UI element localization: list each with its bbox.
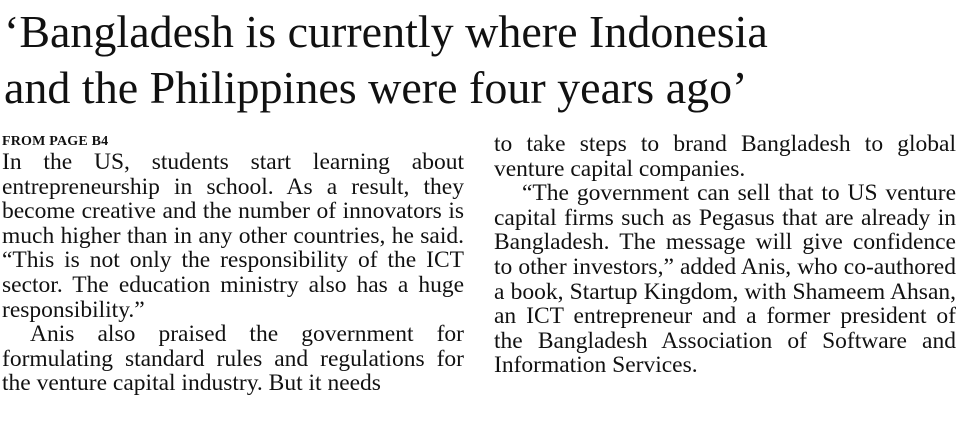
headline — [4, 4, 954, 116]
article-column-right — [494, 132, 956, 378]
headline-line-2: and the Philippines were four years ago’ — [4, 62, 748, 113]
paragraph-1: In the US, students start learning about entrepreneurship in school. As a result, they become creative and the number of innovators is much higher than in any other countries, he said. “This is not only the responsibility of the ICT sector. The education ministry also has a huge responsibility.” — [2, 149, 464, 323]
paragraph-2: Anis also praised the government for formulating standard rules and regulations for the venture capital industry. But it needs — [2, 321, 464, 397]
continued-from-label: FROM PAGE B4 — [2, 134, 109, 149]
paragraph-4: “The government can sell that to US venture capital firms such as Pegasus that are already in Bangladesh. The message will give confidence to other investors,” added Anis, who co-authored a book, Startup Kingdom, with Shameem Ahsan, an ICT entrepreneur and a former president of the Bangladesh Association of Software and Information Services. — [494, 180, 956, 379]
headline-line-1: ‘Bangladesh is currently where Indonesia — [4, 6, 768, 57]
article-column-left — [2, 132, 464, 396]
paragraph-3: to take steps to brand Bangladesh to global venture capital companies. — [494, 131, 956, 182]
